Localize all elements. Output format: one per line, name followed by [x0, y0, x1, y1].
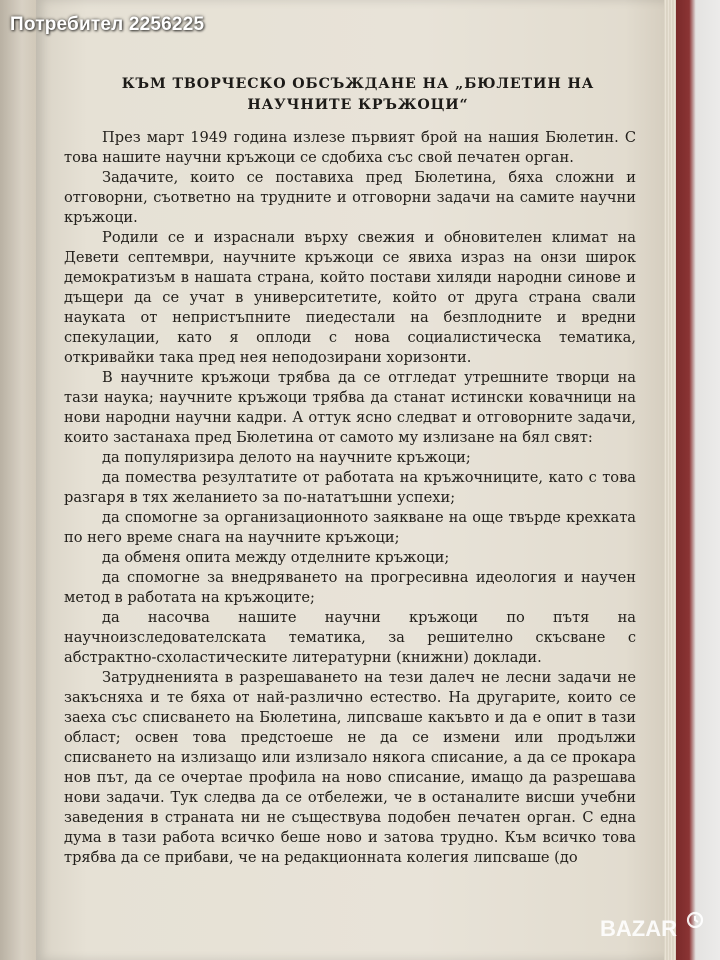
paragraph-3: Родили се и израснали върху свежия и обновителен климат на Девети септември, научните кръжоци се явиха израз на онзи широк демократизъм в нашата страна, който постави хиляди народни синове и дъщери да се учат в университетите, който от друга страна свали науката от непристъпните пиедестали на безплодните и вредни спекулации, като я оплоди с нова социалистическа тематика, откривайки така пред нея неподозирани хоризонти.	[64, 229, 636, 366]
list-item-publish-results: да помества резултатите от работата на кръжочниците, като с това разгаря в тях желанието за по-нататъшни успехи;	[64, 469, 636, 506]
book-cover-spine	[676, 0, 720, 960]
paragraph-1: През март 1949 година излезе първият брой на нашия Бюлетин. С това нашите научни кръжоци се сдобиха със свой печатен орган.	[64, 129, 636, 166]
list-item-popularize: да популяризира делото на научните кръжоци;	[102, 449, 471, 466]
paragraph-4: В научните кръжоци трябва да се отгледат утрешните творци на тази наука; научните кръжоци трябва да станат истински ковачници на нови народни научни кадри. А оттук ясно следват и отговорните задачи, които застанаха пред Бюлетина от самото му излизане на бял свят:	[64, 369, 636, 446]
list-item-exchange: да обменя опита между отделните кръжоци;	[102, 549, 450, 566]
bazar-logo	[598, 908, 708, 944]
facing-page-edge	[0, 0, 40, 960]
logo-text: BAZAR	[600, 916, 677, 941]
article-title: КЪМ ТВОРЧЕСКО ОБСЪЖДАНЕ НА „БЮЛЕТИН НА НАУЧНИТЕ КРЪЖОЦИ“	[121, 76, 595, 113]
list-item-organization: да спомогне за организационното заякване на още твърде крехката по него време снага на научните кръжоци;	[64, 509, 636, 546]
list-item-research: да насочва нашите научни кръжоци по пътя на научноизследователската тематика, за решително скъсване с абстрактно-схоластическите литературни (книжни) доклади.	[64, 609, 636, 666]
article-body	[64, 128, 636, 868]
user-watermark: Потребител 2256225	[10, 14, 205, 35]
paragraph-2: Задачите, които се поставиха пред Бюлетина, бяха сложни и отговорни, съответно на трудните и отговорни задачи на самите научни кръжоци.	[64, 169, 636, 226]
page-stack-edge	[664, 0, 676, 960]
list-item-ideology: да спомогне за внедряването на прогресивна идеология и научен метод в работата на кръжоците;	[64, 569, 636, 606]
paragraph-difficulties: Затрудненията в разрешаването на тези далеч не лесни задачи не закъсняха и те бяха от най-различно естество. На другарите, които се заеха със списването на Бюлетина, липсваше какъвто и да е опит в тази област; освен това предстоеше не да се измени или продължи списването на излизащо или излизало някога списание, а да се прокара нов път, да се очертае профила на ново списание, имащо да разрешава нови задачи. Тук следва да се отбележи, че в останалите висши учебни заведения в страната ни не съществува подобен печатен орган. С една дума в тази работа всичко беше ново и затова трудно. Към всичко това трябва да се прибави, че на редакционната колегия липсваше (до	[64, 669, 636, 866]
